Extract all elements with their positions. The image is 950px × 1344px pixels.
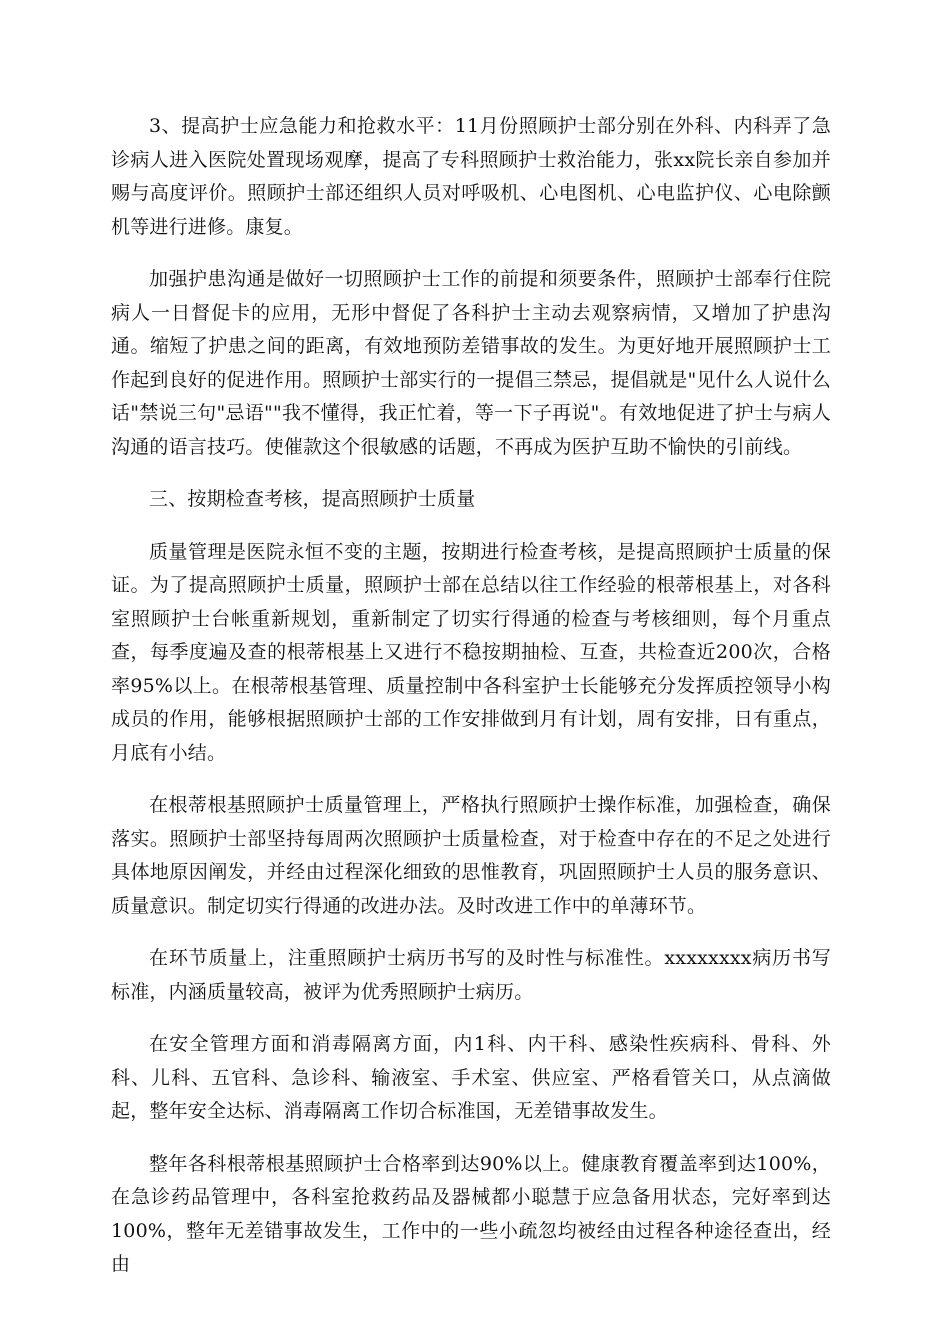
paragraph-basic-quality-management: 在根蒂根基照顾护士质量管理上，严格执行照顾护士操作标准，加强检查，确保落实。照顾护士部坚持每周两次照顾护士质量检查，对于检查中存在的不足之处进行具体地原因阐发，并经由过程深化细致的思惟教育，巩固照顾护士人员的服务意识、质量意识。制定切实行得通的改进办法。及时改进工作中的单薄环节。 (111, 794, 831, 917)
document-body (111, 110, 831, 1301)
section-heading-periodic-inspection: 三、按期检查考核，提高照顾护士质量 (149, 488, 476, 510)
paragraph-nurse-patient-communication: 加强护患沟通是做好一切照顾护士工作的前提和须要条件，照顾护士部奉行住院病人一日督促卡的应用，无形中督促了各科护士主动去观察病情，又增加了护患沟通。缩短了护患之间的距离，有效地预防差错事故的发生。为更好地开展照顾护士工作起到良好的促进作用。照顾护士部实行的一提倡三禁忌，提倡就是"见什么人说什么话"禁说三句"忌语""我不懂得，我正忙着，等一下子再说"。有效地促进了护士与病人沟通的语言技巧。使催款这个很敏感的话题，不再成为医护互助不愉快的引前线。 (111, 268, 831, 458)
paragraph-quality-management: 质量管理是医院永恒不变的主题，按期进行检查考核，是提高照顾护士质量的保证。为了提高照顾护士质量，照顾护士部在总结以往工作经验的根蒂根基上，对各科室照顾护士台帐重新规划，重新制定了切实行得通的检查与考核细则，每个月重点查，每季度遍及查的根蒂根基上又进行不稳按期抽检、互查，共检查近200次，合格率95%以上。在根蒂根基管理、质量控制中各科室护士长能够充分发挥质控领导小构成员的作用，能够根据照顾护士部的工作安排做到月有计划，周有安排，日有重点，月底有小结。 (111, 540, 831, 764)
paragraph-safety-disinfection: 在安全管理方面和消毒隔离方面，内1科、内干科、感染性疾病科、骨科、外科、儿科、五官科、急诊科、输液室、手术室、供应室、严格看管关口，从点滴做起，整年安全达标、消毒隔离工作切合标准国，无差错事故发生。 (111, 1033, 831, 1122)
paragraph-qualification-rates: 整年各科根蒂根基照顾护士合格率到达90%以上。健康教育覆盖率到达100%，在急诊药品管理中，各科室抢救药品及器械都小聪慧于应急备用状态，完好率到达100%，整年无差错事故发生，工作中的一些小疏忽均被经由过程各种途径查出，经由 (111, 1152, 831, 1275)
paragraph-medical-record-quality: 在环节质量上，注重照顾护士病历书写的及时性与标准性。xxxxxxxx病历书写标准，内涵质量较高，被评为优秀照顾护士病历。 (111, 947, 831, 1003)
paragraph-emergency-training: 3、提高护士应急能力和抢救水平：11月份照顾护士部分别在外科、内科弄了急诊病人进入医院处置现场观摩，提高了专科照顾护士救治能力，张xx院长亲自参加并赐与高度评价。照顾护士部还组织人员对呼吸机、心电图机、心电监护仪、心电除颤机等进行进修。康复。 (111, 115, 831, 238)
